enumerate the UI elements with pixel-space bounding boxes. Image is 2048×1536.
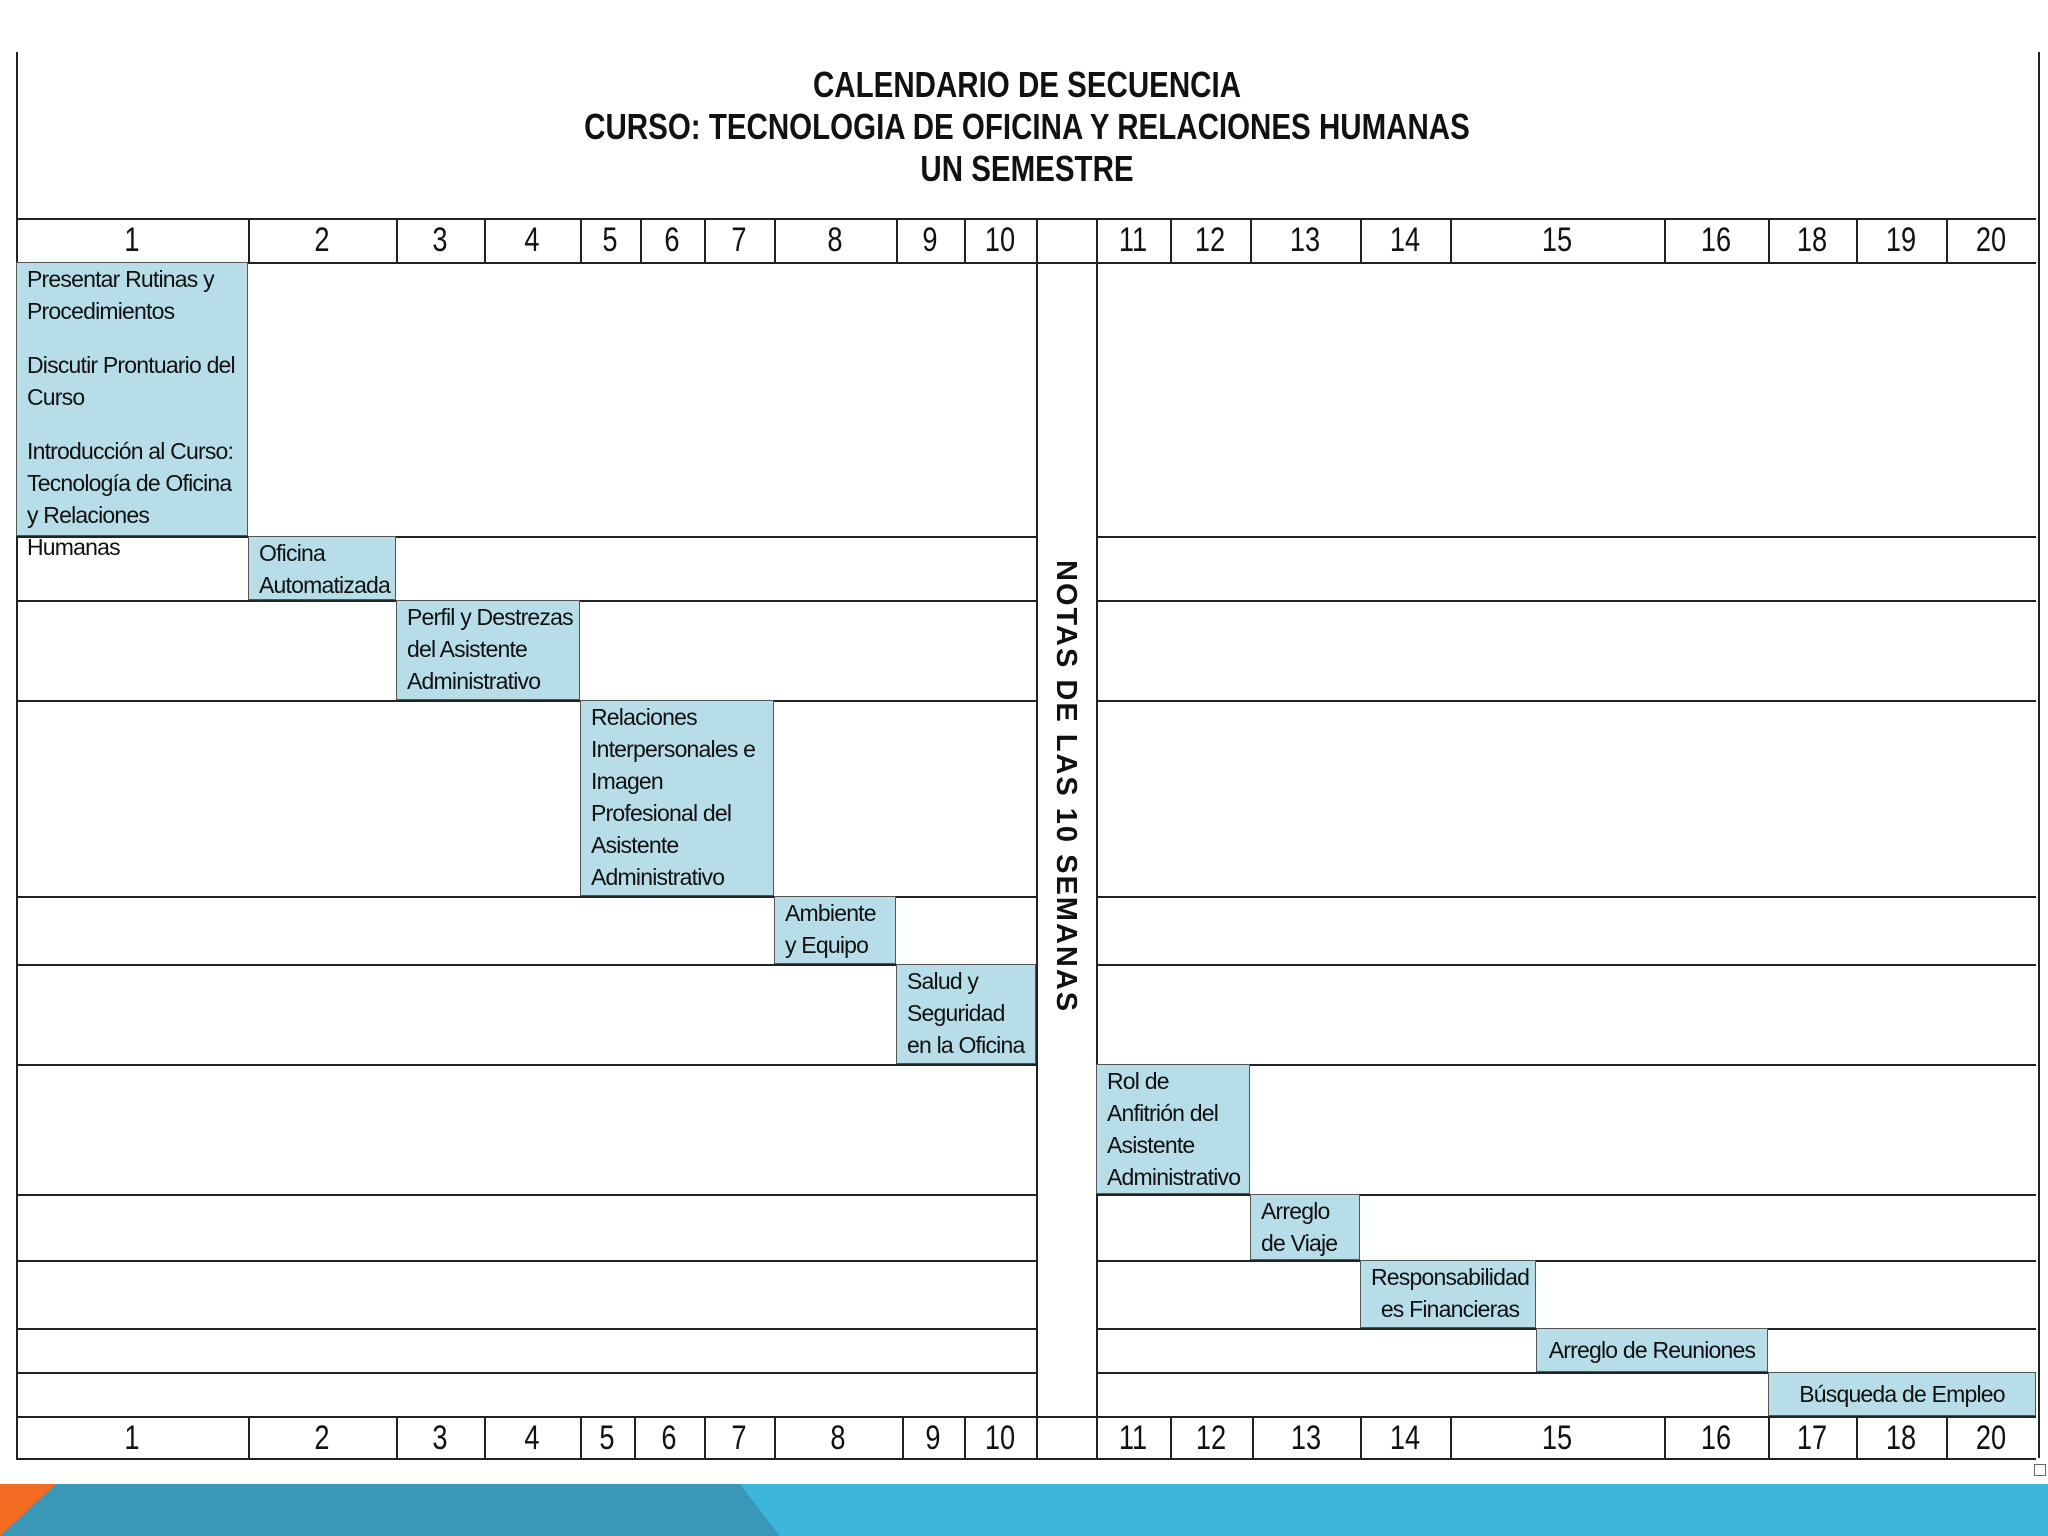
task-label: Perfil y Destrezas del Asistente Administrativo — [407, 604, 573, 694]
task-label: Responsabilidad es Financieras — [1371, 1264, 1530, 1322]
task-label: Rol de Anfitrión del Asistente Administrativo — [1107, 1068, 1241, 1190]
task-block — [774, 896, 896, 964]
task-block — [248, 536, 396, 600]
footer-week-number: 15 — [1541, 1419, 1573, 1457]
footer-divider — [1946, 1416, 1948, 1458]
task-label: Relaciones Interpersonales e Imagen Profesional del Asistente Administrativo — [591, 704, 756, 890]
row-divider — [1096, 700, 2036, 702]
footer-week-number: 20 — [1975, 1419, 2007, 1457]
middle-notes-label: NOTAS DE LAS 10 SEMANAS — [1050, 560, 1082, 1014]
footer-week-number: 5 — [599, 1419, 615, 1457]
footer-divider — [1252, 1416, 1254, 1458]
footer-week-number: 6 — [661, 1419, 677, 1457]
task-block — [16, 262, 248, 560]
row-divider — [1096, 896, 2036, 898]
header-week-number: 1 — [124, 221, 140, 259]
header-week-number: 9 — [922, 221, 938, 259]
footer-week-number: 3 — [432, 1419, 448, 1457]
footer-week-number: 12 — [1195, 1419, 1227, 1457]
task-block — [580, 700, 774, 896]
row-divider — [16, 700, 1036, 702]
header-week-number: 10 — [984, 221, 1016, 259]
header-week-number: 13 — [1289, 221, 1321, 259]
footer-divider — [964, 1416, 966, 1458]
task-block — [1536, 1328, 1768, 1372]
footer-week-number: 1 — [124, 1419, 140, 1457]
header-week-number: 15 — [1541, 221, 1573, 259]
header-divider — [704, 218, 706, 262]
row-divider — [1096, 1260, 2036, 1262]
title-line-1: CALENDARIO DE SECUENCIA — [812, 64, 1242, 105]
footer-divider — [704, 1416, 706, 1458]
footer-divider — [902, 1416, 904, 1458]
header-divider — [1360, 218, 1362, 262]
task-label: Presentar Rutinas y Procedimientos — [27, 266, 214, 324]
footer-divider — [1856, 1416, 1858, 1458]
row-divider — [16, 1194, 1036, 1196]
footer-week-number: 18 — [1885, 1419, 1917, 1457]
task-block — [1768, 1372, 2036, 1416]
task-block — [396, 600, 580, 700]
header-week-number: 8 — [827, 221, 843, 259]
header-week-number: 19 — [1885, 221, 1917, 259]
footer-week-number: 8 — [830, 1419, 846, 1457]
footer-divider — [396, 1416, 398, 1458]
header-week-number: 11 — [1118, 221, 1148, 259]
header-divider — [1664, 218, 1666, 262]
footer-week-number: 17 — [1796, 1419, 1828, 1457]
header-divider — [1170, 218, 1172, 262]
task-label: Oficina Automatizada — [259, 540, 391, 598]
resize-handle-icon — [2034, 1464, 2046, 1476]
footer-divider — [1360, 1416, 1362, 1458]
row-divider — [16, 1328, 1036, 1330]
header-week-number: 14 — [1389, 221, 1421, 259]
header-divider — [774, 218, 776, 262]
header-week-number: 7 — [731, 221, 747, 259]
header-week-number: 18 — [1796, 221, 1828, 259]
task-block — [1360, 1260, 1536, 1328]
header-divider — [1250, 218, 1252, 262]
footer-week-number: 16 — [1700, 1419, 1732, 1457]
task-label: Arreglo de Viaje — [1261, 1198, 1338, 1256]
task-label: Introducción al Curso: Tecnología de Oficina y Relaciones Humanas — [27, 438, 234, 560]
footer-divider — [484, 1416, 486, 1458]
task-label: Salud y Seguridad en la Oficina — [907, 968, 1025, 1058]
calendar-title — [198, 64, 1856, 190]
header-divider — [396, 218, 398, 262]
title-line-3: UN SEMESTRE — [920, 148, 1134, 189]
header-divider — [964, 218, 966, 262]
title-line-2: CURSO: TECNOLOGIA DE OFICINA Y RELACIONES HUMANAS — [584, 106, 1470, 147]
task-label: Arreglo de Reuniones — [1548, 1337, 1756, 1363]
footer-divider — [580, 1416, 582, 1458]
task-label: Búsqueda de Empleo — [1799, 1381, 2005, 1407]
footer-divider — [248, 1416, 250, 1458]
header-divider — [896, 218, 898, 262]
header-week-number: 2 — [314, 221, 330, 259]
row-divider — [16, 1372, 1036, 1374]
footer-week-number: 2 — [314, 1419, 330, 1457]
header-week-number: 3 — [432, 221, 448, 259]
footer-divider — [1170, 1416, 1172, 1458]
task-label: Discutir Prontuario del Curso — [27, 352, 235, 410]
row-divider — [1096, 1194, 2036, 1196]
header-divider — [1856, 218, 1858, 262]
footer-week-number: 9 — [925, 1419, 941, 1457]
slide-footer-band — [0, 1484, 2048, 1536]
header-divider — [1450, 218, 1452, 262]
row-divider — [16, 1064, 1036, 1066]
footer-divider — [774, 1416, 776, 1458]
footer-week-number: 4 — [524, 1419, 540, 1457]
row-divider — [16, 964, 1036, 966]
header-week-number: 6 — [664, 221, 680, 259]
header-divider — [484, 218, 486, 262]
footer-week-number: 10 — [984, 1419, 1016, 1457]
row-divider — [1096, 536, 2036, 538]
row-divider — [1096, 964, 2036, 966]
header-week-number: 20 — [1975, 221, 2007, 259]
task-block — [1250, 1194, 1360, 1260]
row-divider — [16, 1260, 1036, 1262]
header-divider — [640, 218, 642, 262]
footer-week-number: 11 — [1118, 1419, 1148, 1457]
notes-column-left-border — [1036, 218, 1038, 1458]
row-divider — [1096, 600, 2036, 602]
table-bottom-border — [16, 1458, 2036, 1460]
header-week-number: 16 — [1700, 221, 1732, 259]
header-divider — [248, 218, 250, 262]
header-divider — [580, 218, 582, 262]
header-week-number: 4 — [524, 221, 540, 259]
header-divider — [1946, 218, 1948, 262]
footer-divider — [1664, 1416, 1666, 1458]
header-divider — [1768, 218, 1770, 262]
footer-week-number: 7 — [731, 1419, 747, 1457]
footer-divider — [634, 1416, 636, 1458]
footer-divider — [1450, 1416, 1452, 1458]
footer-dark-stripe — [0, 1484, 780, 1536]
task-block — [1096, 1064, 1250, 1194]
task-label: Ambiente y Equipo — [785, 900, 876, 958]
header-bottom-border — [16, 262, 2036, 264]
footer-week-number: 13 — [1290, 1419, 1322, 1457]
header-week-number: 12 — [1194, 221, 1226, 259]
notes-column-right-border — [1096, 218, 1098, 1458]
footer-week-number: 14 — [1389, 1419, 1421, 1457]
header-week-number: 5 — [602, 221, 618, 259]
footer-divider — [1768, 1416, 1770, 1458]
task-block — [896, 964, 1036, 1064]
